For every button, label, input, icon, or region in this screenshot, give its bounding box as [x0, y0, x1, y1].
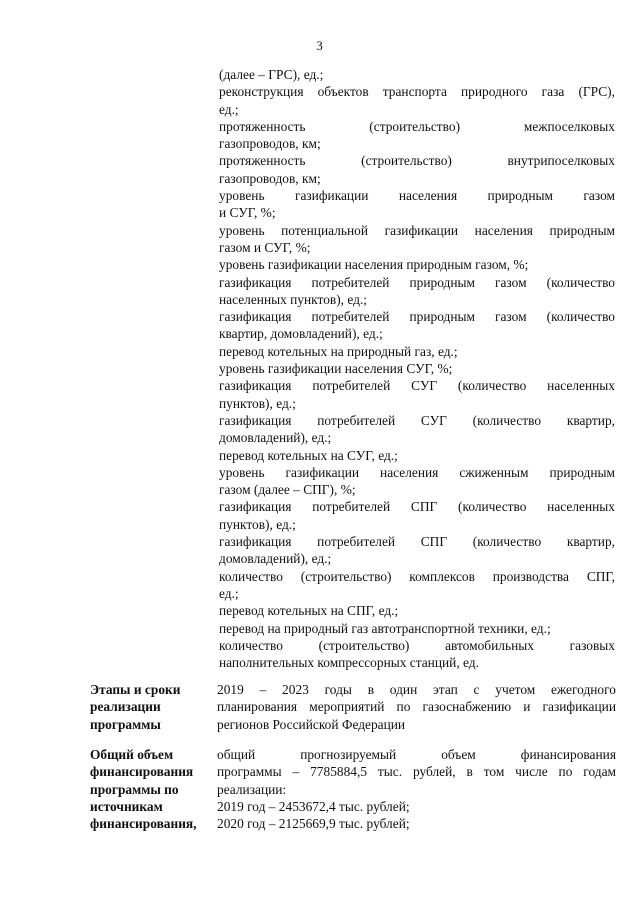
- indicator-line: уровень газификации населения сжиженным природным: [219, 464, 615, 480]
- indicator-line: газом (далее – СПГ), %;: [219, 482, 356, 498]
- indicator-line: уровень газификации населения СУГ, %;: [219, 361, 453, 377]
- stages-label-line: Этапы и сроки: [90, 682, 181, 697]
- indicator-line: протяженность (строительство) межпоселковых: [219, 118, 615, 134]
- indicator-line: газификация потребителей СПГ (количество квартир,: [219, 534, 615, 550]
- indicator-line: наполнительных компрессорных станций, ед.: [219, 655, 479, 671]
- financing-text-line: программы – 7785884,5 тыс. рублей, в том числе по годам: [217, 764, 616, 780]
- indicator-line: газификация потребителей СПГ (количество населенных: [219, 499, 615, 515]
- financing-label-line: Общий объем: [90, 747, 174, 762]
- stages-section: [90, 681, 616, 737]
- indicator-line: газификация потребителей СУГ (количество квартир,: [219, 412, 615, 428]
- indicator-line: пунктов), ед.;: [219, 516, 296, 532]
- indicator-line: газопроводов, км;: [219, 170, 321, 186]
- indicator-line: уровень газификации населения природным газом: [219, 188, 615, 204]
- stages-label-line: программы: [90, 716, 161, 732]
- indicator-line: реконструкция объектов транспорта природного газа (ГРС),: [219, 84, 615, 100]
- financing-text-line: 2019 год – 2453672,4 тыс. рублей;: [217, 798, 410, 814]
- financing-label-line: источникам: [90, 798, 163, 814]
- indicator-line: количество (строительство) автомобильных газовых: [219, 637, 615, 653]
- stages-label: [90, 681, 216, 733]
- stages-text-line: планирования мероприятий по газоснабжению и газификации: [217, 699, 616, 715]
- indicator-line: газификация потребителей природным газом (количество: [219, 274, 615, 290]
- indicator-line: (далее – ГРС), ед.;: [219, 67, 324, 82]
- indicator-line: домовладений), ед.;: [219, 551, 332, 567]
- financing-label-line: финансирования,: [90, 816, 197, 832]
- financing-text-line: реализации:: [217, 781, 287, 797]
- indicator-line: газопроводов, км;: [219, 136, 321, 152]
- indicator-line: газом и СУГ, %;: [219, 239, 311, 255]
- financing-label-line: финансирования: [90, 764, 194, 780]
- indicator-line: ед.;: [219, 585, 239, 601]
- page-number: 3: [316, 38, 323, 53]
- indicator-line: протяженность (строительство) внутрипоселковых: [219, 153, 615, 169]
- stages-text-line: регионов Российской Федерации: [217, 716, 406, 732]
- stages-text-line: 2019 – 2023 годы в один этап с учетом ежегодного: [217, 682, 616, 697]
- indicator-list: [219, 66, 615, 671]
- indicator-line: домовладений), ед.;: [219, 430, 332, 446]
- financing-content: [217, 746, 616, 832]
- financing-section: [90, 746, 616, 838]
- indicator-line: перевод котельных на СПГ, ед.;: [219, 603, 399, 619]
- indicator-line: перевод котельных на природный газ, ед.;: [219, 343, 458, 359]
- indicator-line: пунктов), ед.;: [219, 395, 296, 411]
- indicator-line: и СУГ, %;: [219, 205, 276, 221]
- indicator-line: квартир, домовладений), ед.;: [219, 326, 383, 342]
- financing-text-line: общий прогнозируемый объем финансирования: [217, 747, 616, 762]
- indicator-line: уровень потенциальной газификации населения природным: [219, 222, 615, 238]
- stages-content: [217, 681, 616, 733]
- stages-label-line: реализации: [90, 699, 161, 715]
- indicator-line: ед.;: [219, 101, 239, 117]
- indicator-line: газификация потребителей СУГ (количество населенных: [219, 378, 615, 394]
- indicator-line: газификация потребителей природным газом (количество: [219, 309, 615, 325]
- indicator-line: перевод на природный газ автотранспортной техники, ед.;: [219, 620, 551, 636]
- indicator-line: уровень газификации населения природным газом, %;: [219, 257, 529, 273]
- indicator-line: количество (строительство) комплексов производства СПГ,: [219, 568, 615, 584]
- indicator-line: населенных пунктов), ед.;: [219, 291, 368, 307]
- financing-label: [90, 746, 216, 832]
- indicator-line: перевод котельных на СУГ, ед.;: [219, 447, 398, 463]
- financing-label-line: программы по: [90, 781, 179, 797]
- financing-text-line: 2020 год – 2125669,9 тыс. рублей;: [217, 816, 410, 832]
